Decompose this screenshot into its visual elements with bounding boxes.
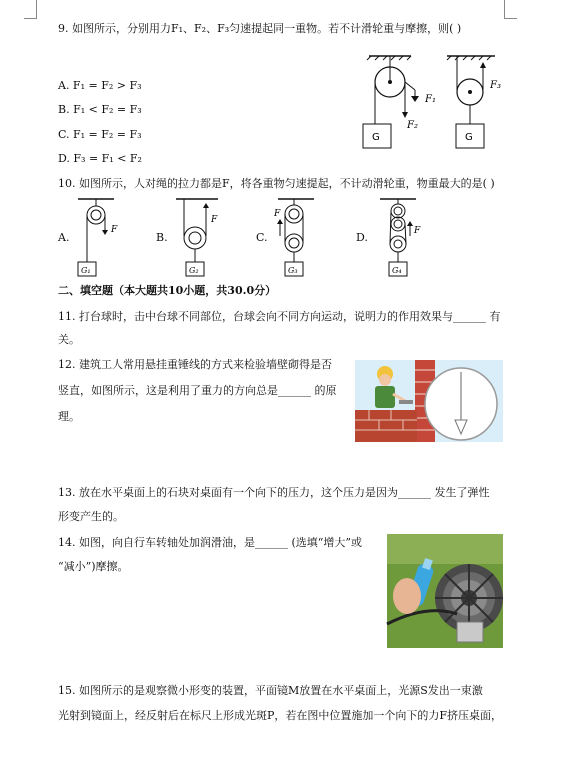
q15-line2: 光射到镜面上，经反射后在标尺上形成光斑P，若在图中位置施加一个向下的力F挤压桌面，: [58, 709, 503, 722]
q11-line1: 11. 打台球时，击中台球不同部位，台球会向不同方向运动，说明力的作用效果与______ 有: [58, 310, 501, 323]
q9-weight-label-right: G: [465, 132, 473, 143]
bike-oil-photo: [387, 534, 503, 648]
fixed-pulley-diagram: [363, 56, 436, 148]
q9-option-d[interactable]: D. F₃ = F₁ < F₂: [58, 152, 142, 165]
q10-weight-a: G₁: [81, 266, 91, 275]
q10-figure-b: [172, 196, 232, 280]
q13-line2: 形变产生的。: [58, 510, 124, 523]
q14-line2: “减小”)摩擦。: [58, 560, 129, 573]
q10-weight-c: G₃: [288, 266, 298, 275]
q9-pulley-figure: [355, 50, 515, 160]
q10-weight-d: G₄: [392, 266, 402, 275]
q10-figure-a: [74, 196, 134, 280]
q10-label-d[interactable]: D.: [356, 231, 368, 244]
q10-force-a: F: [111, 225, 118, 235]
crop-mark-left: [24, 0, 37, 19]
q10-figure-c: [274, 196, 334, 280]
q9-f2-label: F₂: [407, 120, 418, 131]
movable-pulley-diagram: [447, 56, 501, 148]
q10-force-b: F: [211, 215, 218, 225]
q9-stem: 9. 如图所示，分别用力F₁、F₂、F₃匀速提起同一重物。若不计滑轮重与摩擦，则( ): [58, 22, 462, 35]
q10-weight-b: G₂: [189, 266, 199, 275]
q11-line2: 关。: [58, 333, 80, 346]
q9-option-a[interactable]: A. F₁ = F₂ > F₃: [58, 79, 142, 92]
q10-force-c: F: [274, 209, 281, 219]
q10-label-b[interactable]: B.: [156, 231, 168, 244]
q12-line3: 理。: [58, 410, 80, 423]
q14-line1: 14. 如图，向自行车转轴处加润滑油，是______ (选填“增大”或: [58, 536, 363, 549]
crop-mark-right: [504, 0, 517, 19]
q9-f3-label: F₃: [490, 80, 501, 91]
q10-label-a[interactable]: A.: [58, 231, 70, 244]
q12-line1: 12. 建筑工人常用悬挂重锤线的方式来检验墙壁砌得是否: [58, 358, 332, 371]
q10-label-c[interactable]: C.: [256, 231, 268, 244]
q10-stem: 10. 如图所示，人对绳的拉力都是F，将各重物匀速提起，不计动滑轮重，物重最大的是( ): [58, 177, 495, 190]
section2-title: 二、填空题（本大题共10小题，共30.0分）: [58, 284, 277, 297]
plumb-line-illustration: [355, 360, 503, 442]
q9-option-b[interactable]: B. F₁ < F₂ = F₃: [58, 103, 142, 116]
q12-line2: 竖直，如图所示，这是利用了重力的方向总是______ 的原: [58, 384, 337, 397]
q9-f1-label: F₁: [425, 94, 436, 105]
q9-option-c[interactable]: C. F₁ = F₂ = F₃: [58, 128, 142, 141]
q10-figure-d: [376, 196, 436, 280]
q13-line1: 13. 放在水平桌面上的石块对桌面有一个向下的压力，这个压力是因为______ 发生了弹性: [58, 486, 490, 499]
q9-weight-label-left: G: [372, 132, 380, 143]
q10-force-d: F: [414, 226, 421, 236]
q15-line1: 15. 如图所示的是观察微小形变的装置，平面镜M放置在水平桌面上，光源S发出一束激: [58, 684, 483, 697]
